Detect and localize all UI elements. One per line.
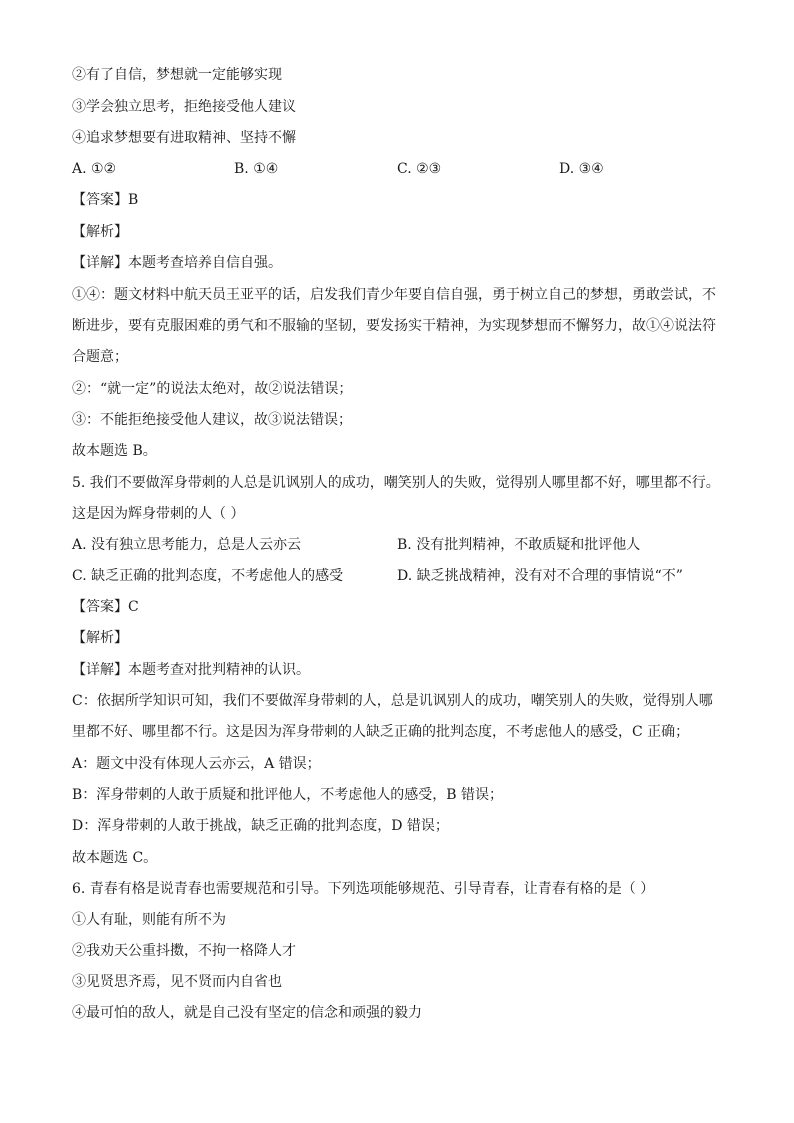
q4-analysis-heading: 【解析】 [72, 224, 128, 240]
q6-stem: 6. 青春有格是说青春也需要规范和引导。下列选项能够规范、引导青春，让青春有格的是（ ） [72, 881, 655, 897]
q4-expl-line: ③：不能拒绝接受他人建议，故③说法错误； [72, 412, 352, 428]
q5-option-d: D. 缺乏挑战精神，没有对不合理的事情说“不” [397, 568, 683, 584]
q5-options-row [72, 566, 722, 586]
q5-expl-line: 里都不好、哪里都不行。这是因为浑身带刺的人缺乏正确的批判态度，不考虑他人的感受，C 正确； [72, 724, 690, 740]
q5-expl-line: B：浑身带刺的人敢于质疑和批评他人，不考虑他人的感受，B 错误； [72, 787, 504, 803]
q5-option-c: C. 缺乏正确的批判态度，不考虑他人的感受 [72, 568, 344, 584]
q5-expl-line: A：题文中没有体现人云亦云，A 错误； [72, 756, 321, 772]
q6-item-2: ②我劝天公重抖擞，不拘一格降人才 [72, 943, 296, 959]
q5-option-a: A. 没有独立思考能力，总是人云亦云 [72, 537, 302, 553]
q6-item-4: ④最可怕的敌人，就是自己没有坚定的信念和顽强的毅力 [72, 1005, 422, 1021]
q5-stem-line: 5. 我们不要做浑身带刺的人总是讥讽别人的成功，嘲笑别人的失败，觉得别人哪里都不好，哪里都不行。 [72, 475, 720, 491]
q4-conclusion: 故本题选 B。 [72, 443, 157, 459]
q4-option-c: C. ②③ [397, 161, 442, 177]
q5-options-row [72, 535, 722, 555]
q5-expl-line: C：依据所学知识可知，我们不要做浑身带刺的人，总是讥讽别人的成功，嘲笑别人的失败，觉得别人哪 [72, 693, 713, 709]
q4-item-3: ③学会独立思考，拒绝接受他人建议 [72, 99, 296, 115]
q5-conclusion: 故本题选 C。 [72, 850, 158, 866]
q4-option-b: B. ①④ [234, 161, 279, 177]
q4-expl-line: 合题意； [72, 349, 128, 365]
q4-expl-line: ②：“就一定”的说法太绝对，故②说法错误； [72, 381, 353, 397]
q5-expl-line: D：浑身带刺的人敢于挑战，缺乏正确的批判态度，D 错误； [72, 818, 449, 834]
q4-option-a: A. ①② [72, 161, 117, 177]
q5-answer: 【答案】C [72, 599, 139, 615]
q4-options [72, 159, 722, 179]
q4-item-4: ④追求梦想要有进取精神、坚持不懈 [72, 130, 296, 146]
q4-expl-line: 断进步，要有克服困难的勇气和不服输的坚韧，要发扬实干精神，为实现梦想而不懈努力，故①④说法符 [72, 318, 716, 334]
q5-option-b: B. 没有批判精神，不敢质疑和批评他人 [397, 537, 641, 553]
q4-expl-line: ①④：题文材料中航天员王亚平的话，启发我们青少年要自信自强，勇于树立自己的梦想，勇敢尝试，不 [72, 287, 716, 303]
q6-item-3: ③见贤思齐焉，见不贤而内自省也 [72, 974, 282, 990]
q4-item-2: ②有了自信，梦想就一定能够实现 [72, 67, 282, 83]
q4-answer: 【答案】B [72, 192, 139, 208]
q4-detail: 【详解】本题考查培养自信自强。 [72, 255, 282, 271]
q6-item-1: ①人有耻，则能有所不为 [72, 912, 226, 928]
q5-analysis-heading: 【解析】 [72, 630, 128, 646]
q4-option-d: D. ③④ [559, 161, 604, 177]
q5-stem-line: 这是因为辉身带刺的人（ ） [72, 506, 245, 522]
q5-detail: 【详解】本题考查对批判精神的认识。 [72, 662, 310, 678]
